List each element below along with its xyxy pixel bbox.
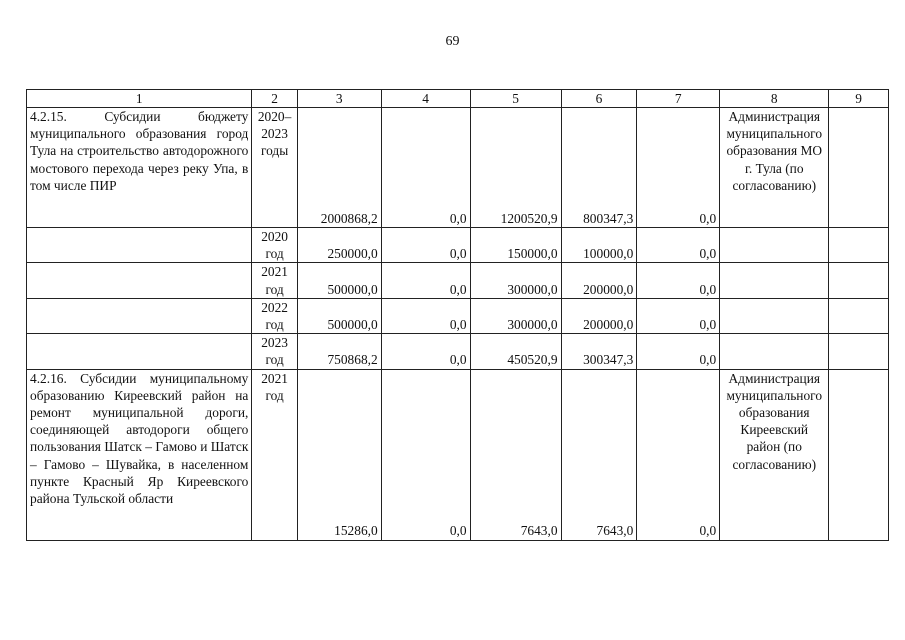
empty-cell bbox=[27, 334, 252, 369]
value-cell: 250000,0 bbox=[297, 228, 381, 263]
period-cell: 2020–2023 годы bbox=[252, 108, 297, 228]
year-unit: год bbox=[265, 352, 284, 368]
value-cell: 750868,2 bbox=[297, 334, 381, 369]
value-cell: 0,0 bbox=[637, 228, 720, 263]
value-cell: 100000,0 bbox=[561, 228, 637, 263]
table-row bbox=[27, 263, 889, 298]
header-cell: 5 bbox=[470, 90, 561, 108]
value-cell: 450520,9 bbox=[470, 334, 561, 369]
header-cell: 1 bbox=[27, 90, 252, 108]
value-cell: 1200520,9 bbox=[470, 108, 561, 228]
header-cell: 8 bbox=[720, 90, 829, 108]
empty-cell bbox=[720, 228, 829, 263]
year-label: 2023 bbox=[261, 335, 288, 351]
value-cell: 7643,0 bbox=[561, 369, 637, 540]
value-cell: 0,0 bbox=[637, 108, 720, 228]
value-cell: 15286,0 bbox=[297, 369, 381, 540]
executor-cell: Администрация муниципального образования МО г. Тула (по согласованию) bbox=[720, 108, 829, 228]
value-cell: 7643,0 bbox=[470, 369, 561, 540]
period-cell bbox=[252, 263, 297, 298]
measure-description: 4.2.16. Субсидии муниципальному образованию Киреевский район на ремонт муниципальной дороги, соединяющей автодороги общего пользования Шатск – Гамово и Шатск – Гамово – Шувайка, в населенном пункте Красный Яр Киреевского района Тульской области bbox=[27, 369, 252, 540]
value-cell: 150000,0 bbox=[470, 228, 561, 263]
table-row bbox=[27, 108, 889, 228]
year-unit: год bbox=[265, 317, 284, 333]
value-cell: 200000,0 bbox=[561, 298, 637, 333]
header-cell: 6 bbox=[561, 90, 637, 108]
value-cell: 500000,0 bbox=[297, 263, 381, 298]
header-cell: 7 bbox=[637, 90, 720, 108]
empty-cell bbox=[720, 263, 829, 298]
executor-cell: Администрация муниципального образования Киреевский район (по согласованию) bbox=[720, 369, 829, 540]
year-unit: год bbox=[265, 281, 284, 297]
period-cell bbox=[252, 298, 297, 333]
measure-description: 4.2.15. Субсидии бюджету муниципального образования город Тула на строительство автодорожного мостового перехода через реку Упа, в том числе ПИР bbox=[27, 108, 252, 228]
year-label: 2021 bbox=[261, 264, 288, 280]
table-row bbox=[27, 369, 889, 540]
header-row bbox=[27, 90, 889, 108]
value-cell: 0,0 bbox=[637, 334, 720, 369]
header-cell: 3 bbox=[297, 90, 381, 108]
empty-cell bbox=[720, 334, 829, 369]
empty-cell bbox=[829, 108, 889, 228]
value-cell: 0,0 bbox=[381, 298, 470, 333]
value-cell: 0,0 bbox=[381, 369, 470, 540]
value-cell: 2000868,2 bbox=[297, 108, 381, 228]
page-number: 69 bbox=[445, 34, 460, 49]
empty-cell bbox=[829, 369, 889, 540]
value-cell: 0,0 bbox=[381, 334, 470, 369]
empty-cell bbox=[720, 298, 829, 333]
table-row bbox=[27, 298, 889, 333]
value-cell: 800347,3 bbox=[561, 108, 637, 228]
value-cell: 0,0 bbox=[381, 263, 470, 298]
year-label: 2022 bbox=[261, 299, 288, 315]
value-cell: 0,0 bbox=[637, 263, 720, 298]
table-row bbox=[27, 334, 889, 369]
value-cell: 0,0 bbox=[381, 108, 470, 228]
empty-cell bbox=[27, 298, 252, 333]
value-cell: 0,0 bbox=[381, 228, 470, 263]
value-cell: 500000,0 bbox=[297, 298, 381, 333]
period-cell bbox=[252, 228, 297, 263]
empty-cell bbox=[829, 334, 889, 369]
empty-cell bbox=[829, 298, 889, 333]
year-unit: год bbox=[265, 246, 284, 262]
table-row bbox=[27, 228, 889, 263]
header-cell: 2 bbox=[252, 90, 297, 108]
budget-table bbox=[26, 89, 889, 541]
value-cell: 300347,3 bbox=[561, 334, 637, 369]
header-cell: 4 bbox=[381, 90, 470, 108]
period-cell bbox=[252, 334, 297, 369]
empty-cell bbox=[27, 228, 252, 263]
value-cell: 0,0 bbox=[637, 298, 720, 333]
empty-cell bbox=[27, 263, 252, 298]
period-cell: 2021 год bbox=[252, 369, 297, 540]
year-label: 2020 bbox=[261, 229, 288, 244]
empty-cell bbox=[829, 263, 889, 298]
value-cell: 0,0 bbox=[637, 369, 720, 540]
value-cell: 300000,0 bbox=[470, 263, 561, 298]
value-cell: 300000,0 bbox=[470, 298, 561, 333]
header-cell: 9 bbox=[829, 90, 889, 108]
value-cell: 200000,0 bbox=[561, 263, 637, 298]
empty-cell bbox=[829, 228, 889, 263]
